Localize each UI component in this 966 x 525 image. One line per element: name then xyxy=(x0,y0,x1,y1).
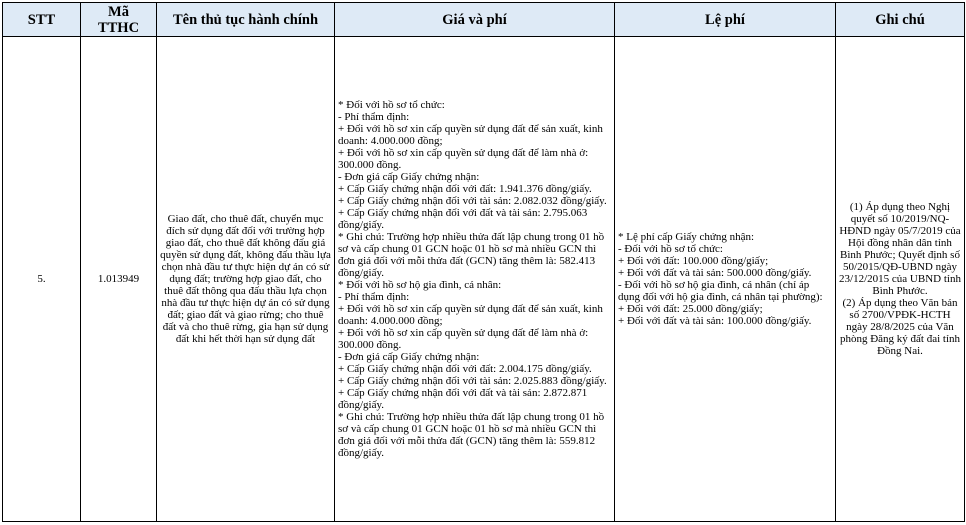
price-line: * Ghi chú: Trường hợp nhiều thửa đất lập chung trong 01 hồ sơ và cấp chung 01 GCN hoặc 01 hồ sơ mà nhiều GCN thì đơn giá đối với mỗi thửa đất (GCN) tăng thêm là: 582.413 đồng/giấy. xyxy=(338,231,607,279)
procedure-table xyxy=(2,2,965,522)
fee-line: + Đối với đất và tài sản: 500.000 đồng/giấy. xyxy=(618,267,812,279)
price-line: + Cấp Giấy chứng nhận đối với tài sản: 2.025.883 đồng/giấy. xyxy=(338,375,607,387)
price-line: - Đơn giá cấp Giấy chứng nhận: xyxy=(338,171,480,183)
price-line: * Ghi chú: Trường hợp nhiều thửa đất lập chung trong 01 hồ sơ và cấp chung 01 GCN hoặc 01 hồ sơ mà nhiều GCN thì đơn giá đối với mỗi thửa đất (GCN) tăng thêm là: 559.812 đồng/giấy. xyxy=(338,411,607,459)
header-code-line2: TTHC xyxy=(97,19,140,36)
header-fee: Lệ phí xyxy=(615,3,836,37)
price-line: * Đối với hồ sơ tổ chức: xyxy=(338,99,445,111)
header-name: Tên thủ tục hành chính xyxy=(157,3,335,37)
row-code: 1.013949 xyxy=(81,37,157,522)
row-fee-cell xyxy=(615,37,836,522)
header-code-line1: Mã xyxy=(108,3,129,20)
price-line: - Phí thẩm định: xyxy=(338,291,410,303)
price-line: + Cấp Giấy chứng nhận đối với đất và tài sản: 2.795.063 đồng/giấy. xyxy=(338,207,590,231)
header-note: Ghi chú xyxy=(836,3,965,37)
fee-line: * Lệ phí cấp Giấy chứng nhận: xyxy=(618,231,755,243)
price-line: + Đối với hồ sơ xin cấp quyền sử dụng đất để sản xuất, kinh doanh: 4.000.000 đồng; xyxy=(338,303,606,327)
fee-line: + Đối với đất và tài sản: 100.000 đồng/giấy. xyxy=(618,315,812,327)
price-line: + Đối với hồ sơ xin cấp quyền sử dụng đất để làm nhà ở: 300.000 đồng. xyxy=(338,147,591,171)
fee-line: - Đối với hồ sơ hộ gia đình, cá nhân (chỉ áp dụng đối với hộ gia đình, cá nhân tại phường): xyxy=(618,279,823,303)
row-note-cell xyxy=(836,37,965,522)
header-price: Giá và phí xyxy=(335,3,615,37)
fee-line: + Đối với đất: 25.000 đồng/giấy; xyxy=(618,303,763,315)
price-line: + Đối với hồ sơ xin cấp quyền sử dụng đất để sản xuất, kinh doanh: 4.000.000 đồng; xyxy=(338,123,606,147)
fee-line: - Đối với hồ sơ tổ chức: xyxy=(618,243,723,255)
table-row xyxy=(3,37,965,522)
price-line: + Cấp Giấy chứng nhận đối với đất và tài sản: 2.872.871 đồng/giấy. xyxy=(338,387,590,411)
fee-line: + Đối với đất: 100.000 đồng/giấy; xyxy=(618,255,769,267)
row-price-cell xyxy=(335,37,615,522)
price-line: + Đối với hồ sơ xin cấp quyền sử dụng đất để làm nhà ở: 300.000 đồng. xyxy=(338,327,591,351)
row-stt: 5. xyxy=(3,37,81,522)
row-procedure-name: Giao đất, cho thuê đất, chuyển mục đích sử dụng đất đối với trường hợp giao đất, cho thuê đất không đấu giá quyền sử dụng đất, không đấu thầu lựa chọn nhà đầu tư thực hiện dự án có sử dụng đất; trường hợp giao đất, cho thuê đất thông qua đấu thầu lựa chọn nhà đầu tư thực hiện dự án có sử dụng đất; giao đất và giao rừng; cho thuê đất và cho thuê rừng, gia hạn sử dụng đất khi hết thời hạn sử dụng đất xyxy=(157,37,335,522)
price-line: - Phí thẩm định: xyxy=(338,111,410,123)
header-row xyxy=(3,3,965,37)
price-line: * Đối với hồ sơ hộ gia đình, cá nhân: xyxy=(338,279,502,291)
header-stt: STT xyxy=(3,3,81,37)
header-code xyxy=(81,3,157,37)
note-line: (1) Áp dụng theo Nghị quyết số 10/2019/NQ-HĐND ngày 05/7/2019 của Hội đồng nhân dân tỉnh Bình Phước; Quyết định số 50/2015/QĐ-UBND ngày 23/12/2015 của UBND tỉnh Bình Phước. xyxy=(839,201,964,297)
note-line: (2) Áp dụng theo Văn bản số 2700/VPĐK-HCTH ngày 28/8/2025 của Văn phòng Đăng ký đất đai tỉnh Đồng Nai. xyxy=(839,297,963,357)
price-line: + Cấp Giấy chứng nhận đối với tài sản: 2.082.032 đồng/giấy. xyxy=(338,195,607,207)
price-line: - Đơn giá cấp Giấy chứng nhận: xyxy=(338,351,480,363)
price-line: + Cấp Giấy chứng nhận đối với đất: 2.004.175 đồng/giấy. xyxy=(338,363,592,375)
price-line: + Cấp Giấy chứng nhận đối với đất: 1.941.376 đồng/giấy. xyxy=(338,183,592,195)
